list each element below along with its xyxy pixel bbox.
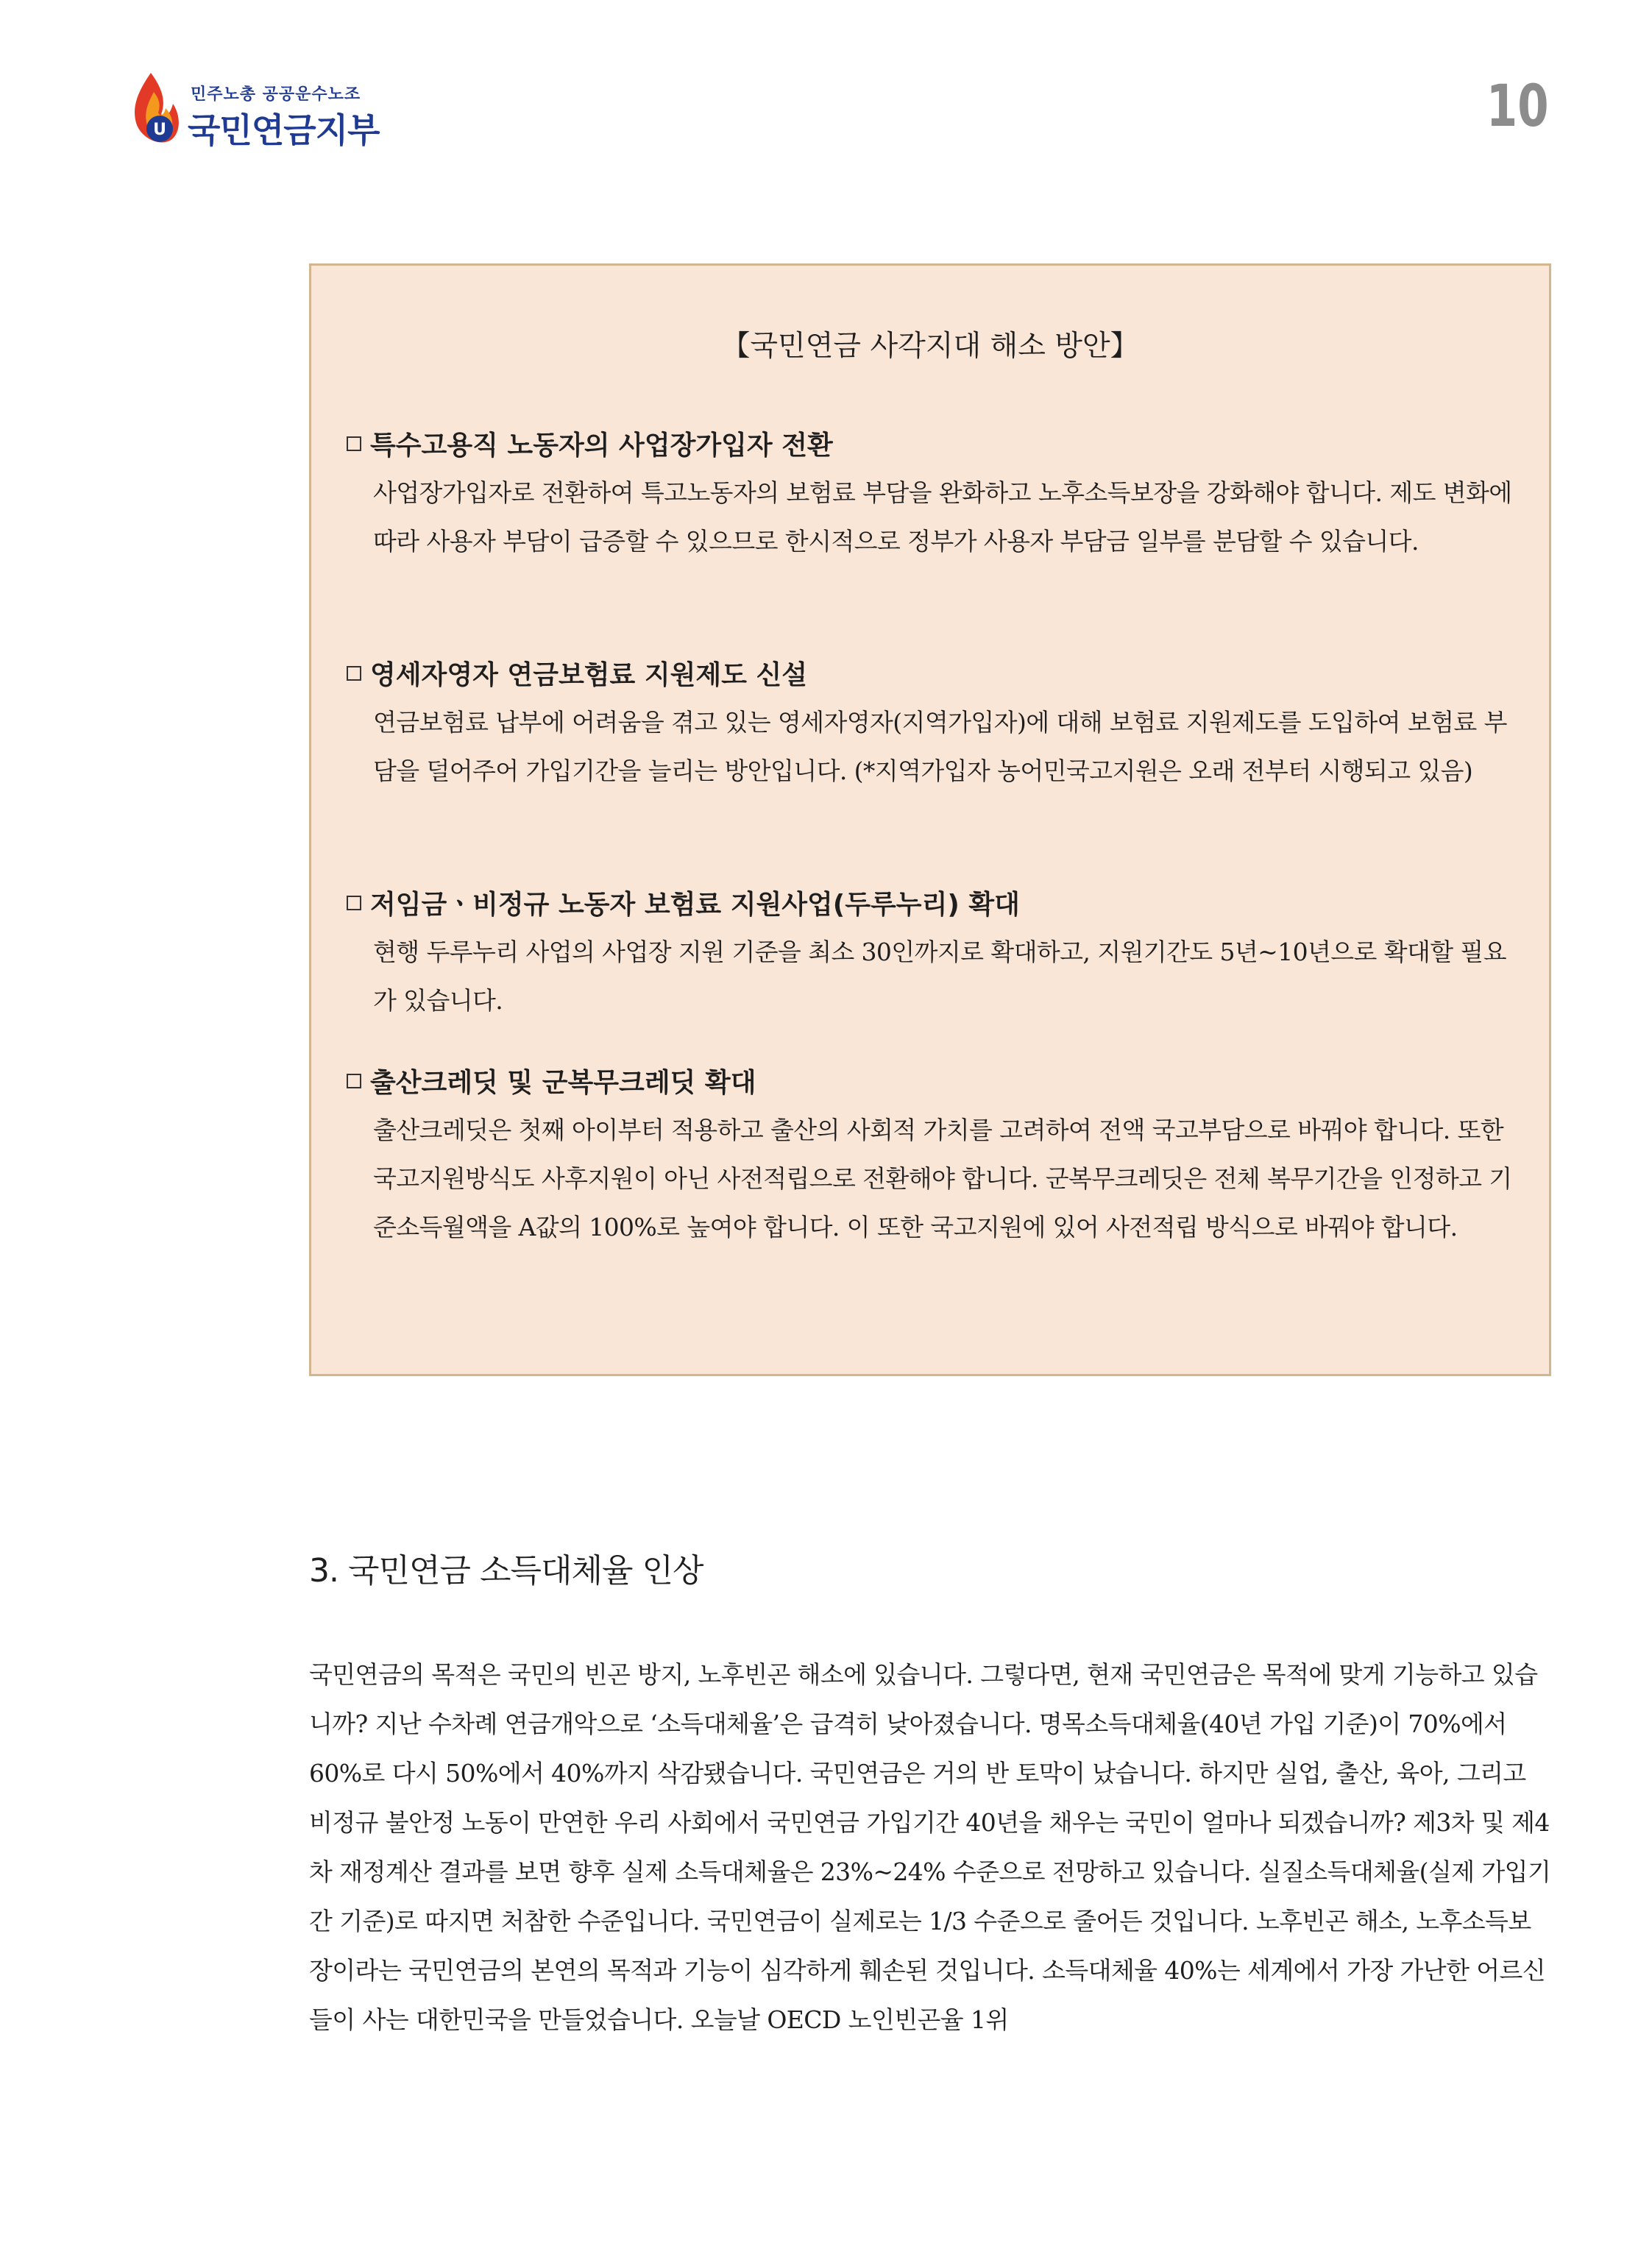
solution-heading: 영세자영자 연금보험료 지원제도 신설 [347, 653, 1524, 698]
solution-body: 현행 두루누리 사업의 사업장 지원 기준을 최소 30인까지로 확대하고, 지원기간도 5년~10년으로 확대할 필요가 있습니다. [373, 938, 1506, 1015]
svg-text:U: U [153, 121, 166, 139]
blind-spot-solutions-box [309, 263, 1551, 1376]
square-bullet-icon [347, 666, 361, 681]
org-name: 국민연금지부 [188, 110, 380, 150]
org-subtitle: 민주노총 공공운수노조 [191, 85, 361, 104]
solution-item [347, 653, 1524, 796]
solution-item [347, 423, 1524, 566]
solution-body: 연금보험료 납부에 어려움을 겪고 있는 영세자영자(지역가입자)에 대해 보험료 지원제도를 도입하여 보험료 부담을 덜어주어 가입기간을 늘리는 방안입니다. (*지역가입자 농어민국고지원은 오래 전부터 시행되고 있음) [373, 708, 1507, 785]
org-logo [129, 70, 526, 151]
solution-heading: 특수고용직 노동자의 사업장가입자 전환 [347, 423, 1524, 469]
section-title: 3. 국민연금 소득대체율 인상 [309, 1552, 703, 1590]
square-bullet-icon [347, 1074, 361, 1088]
page-number: 10 [1486, 74, 1549, 140]
square-bullet-icon [347, 436, 361, 451]
solution-body: 출산크레딧은 첫째 아이부터 적용하고 출산의 사회적 가치를 고려하여 전액 국고부담으로 바꿔야 합니다. 또한 국고지원방식도 사후지원이 아닌 사전적립으로 전환해야 합니다. 군복무크레딧은 전체 복무기간을 인정하고 기준소득월액을 A값의 100%로 높여야 합니다. 이 또한 국고지원에 있어 사전적립 방식으로 바꿔야 합니다. [373, 1116, 1512, 1241]
square-bullet-icon [347, 896, 361, 910]
solution-heading: 저임금ㆍ비정규 노동자 보험료 지원사업(두루누리) 확대 [347, 882, 1524, 928]
box-title: 【국민연금 사각지대 해소 방안】 [721, 330, 1139, 363]
solution-body: 사업장가입자로 전환하여 특고노동자의 보험료 부담을 완화하고 노후소득보장을 강화해야 합니다. 제도 변화에 따라 사용자 부담이 급증할 수 있으므로 한시적으로 정부가 사용자 부담금 일부를 분담할 수 있습니다. [373, 478, 1512, 556]
solution-item [347, 882, 1524, 1025]
solution-heading: 출산크레딧 및 군복무크레딧 확대 [347, 1060, 1524, 1106]
solution-item [347, 1060, 1524, 1252]
flame-u-logo-icon [129, 70, 182, 149]
section-body-paragraph: 국민연금의 목적은 국민의 빈곤 방지, 노후빈곤 해소에 있습니다. 그렇다면, 현재 국민연금은 목적에 맞게 기능하고 있습니까? 지난 수차례 연금개악으로 ‘소득대체율’은 급격히 낮아졌습니다. 명목소득대체율(40년 가입 기준)이 70%에서 60%로 다시 50%에서 40%까지 삭감됐습니다. 국민연금은 거의 반 토막이 났습니다. 하지만 실업, 출산, 육아, 그리고 비정규 불안정 노동이 만연한 우리 사회에서 국민연금 가입기간 40년을 채우는 국민이 얼마나 되겠습니까? 제3차 및 제4차 재정계산 결과를 보면 향후 실제 소득대체율은 23%~24% 수준으로 전망하고 있습니다. 실질소득대체율(실제 가입기간 기준)로 따지면 처참한 수준입니다. 국민연금이 실제로는 1/3 수준으로 줄어든 것입니다. 노후빈곤 해소, 노후소득보장이라는 국민연금의 본연의 목적과 기능이 심각하게 훼손된 것입니다. 소득대체율 40%는 세계에서 가장 가난한 어르신들이 사는 대한민국을 만들었습니다. 오늘날 OECD 노인빈곤율 1위 [309, 1660, 1551, 2034]
